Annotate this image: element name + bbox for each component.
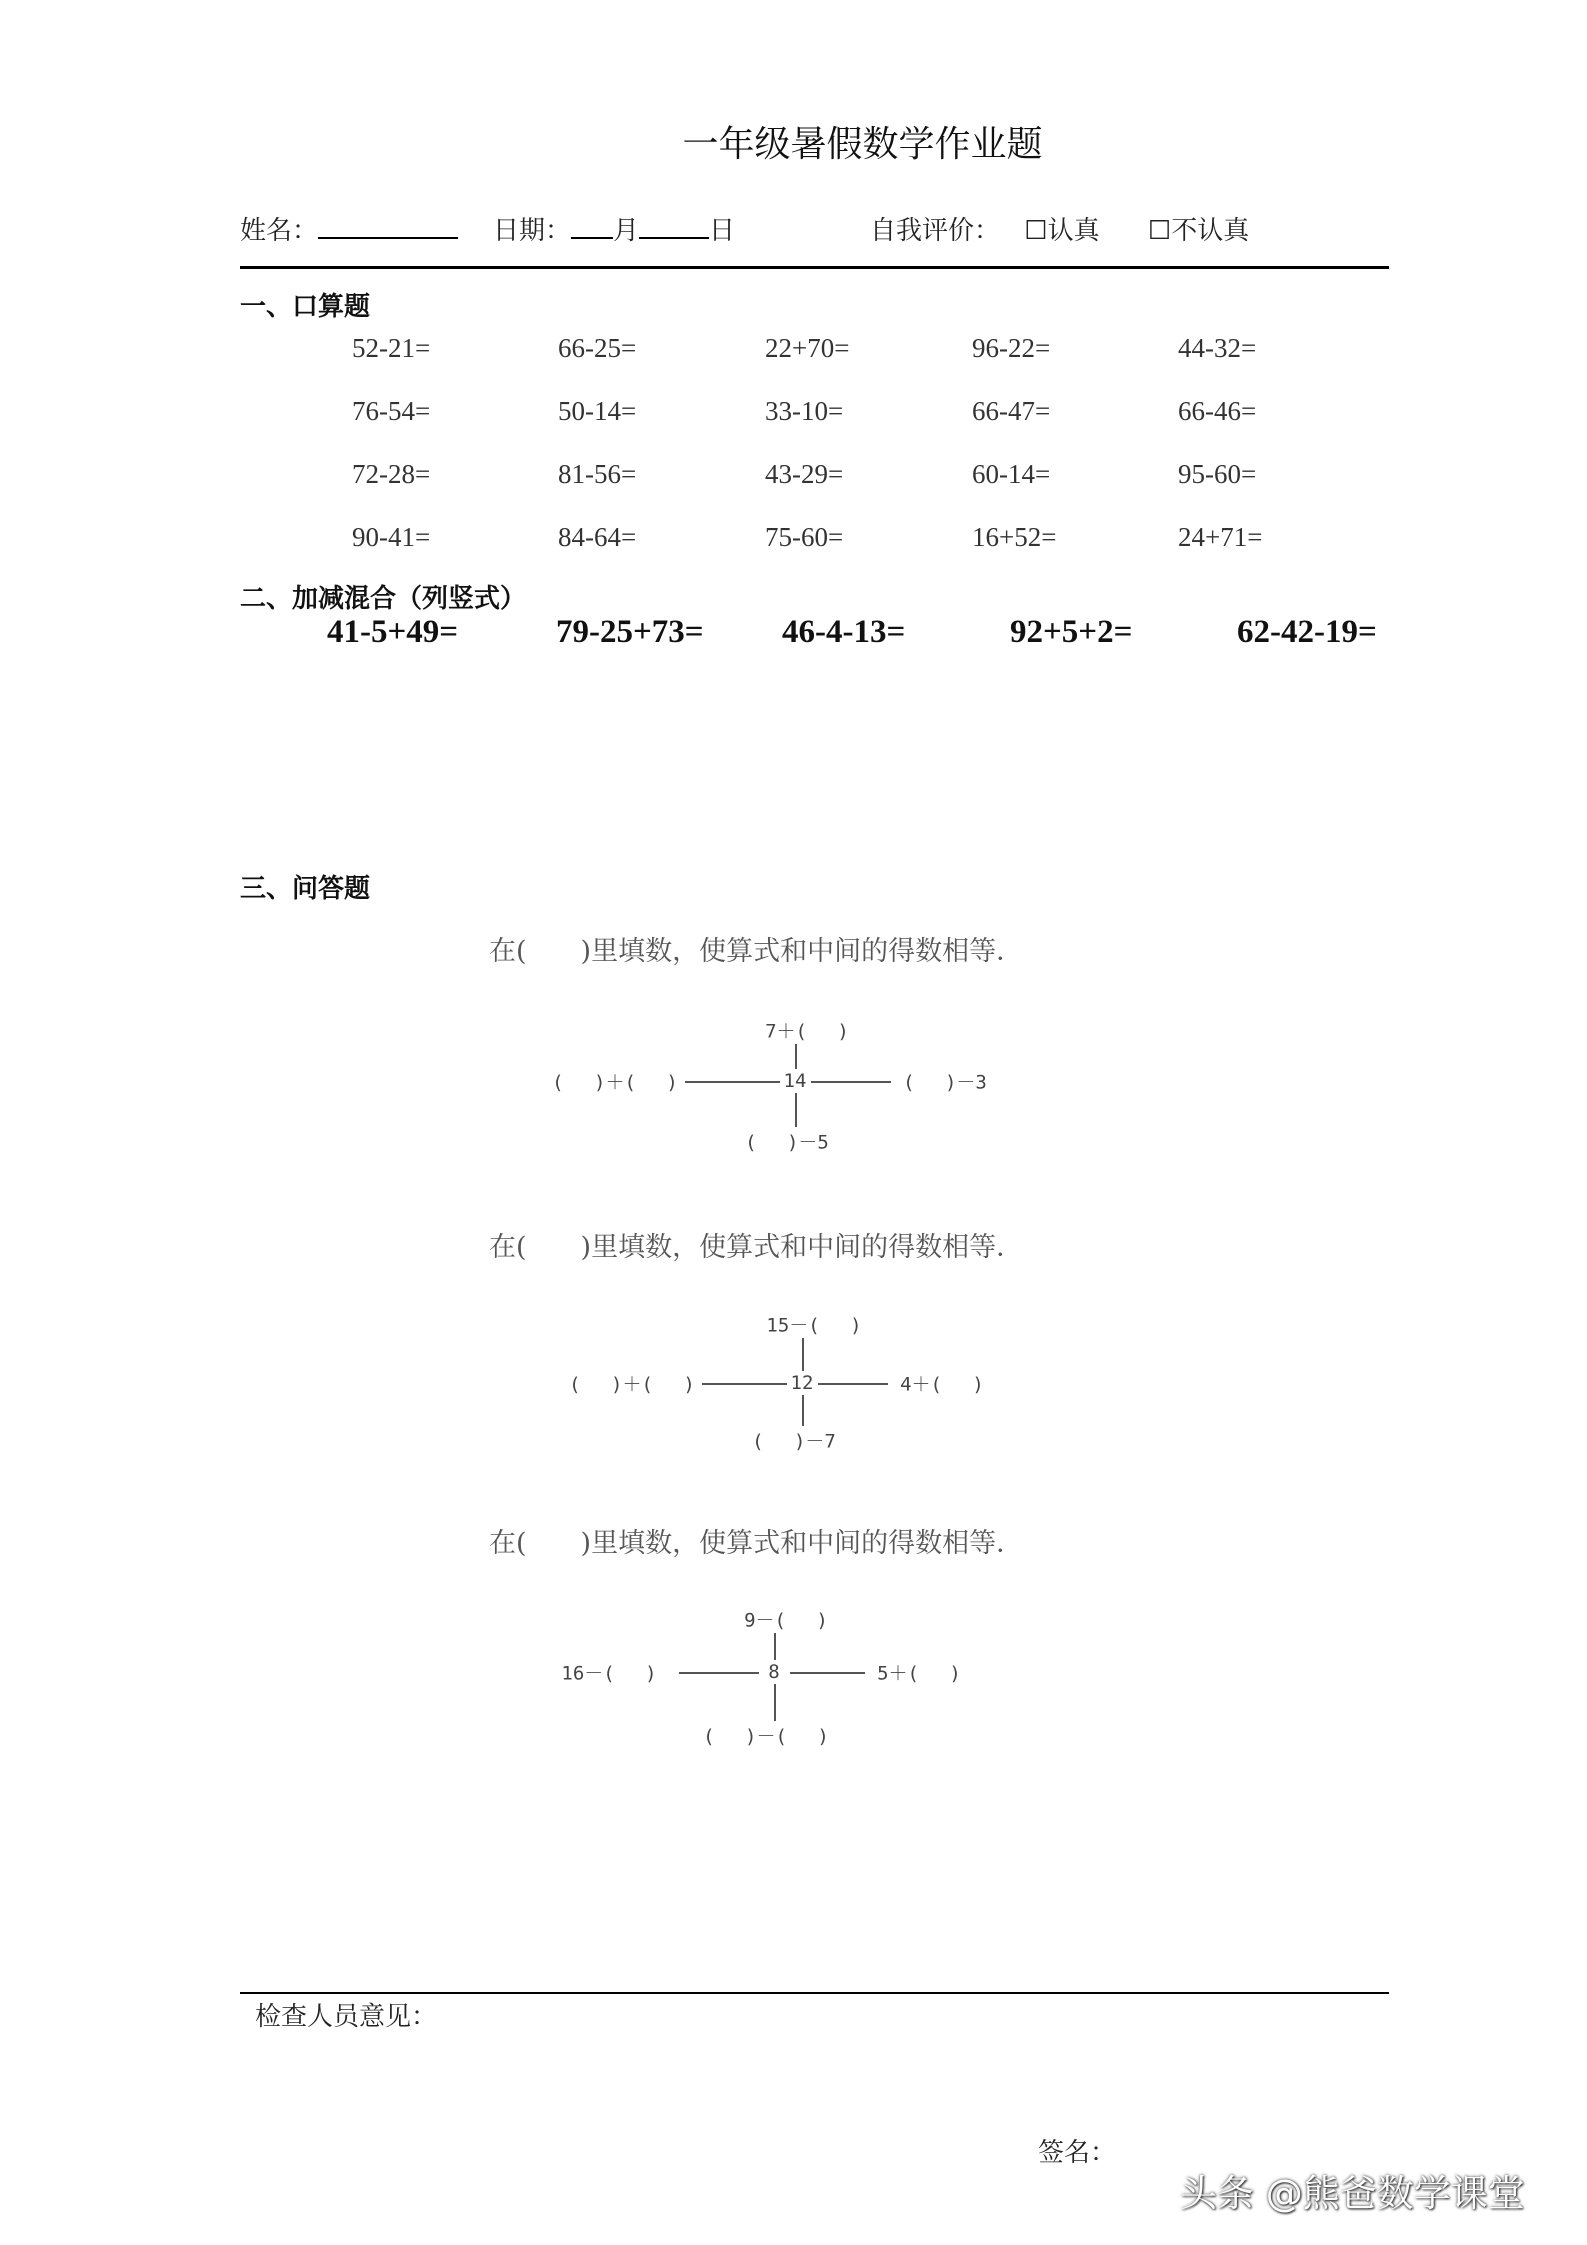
connector-line-top — [774, 1633, 776, 1660]
connector-line-top — [802, 1338, 804, 1371]
oral-problem: 90-41= — [352, 522, 431, 552]
name-field[interactable] — [240, 210, 458, 247]
month-blank[interactable] — [571, 213, 613, 239]
connector-line-right — [790, 1672, 865, 1674]
connector-line-left — [702, 1383, 787, 1385]
option-not-serious-label: 不认真 — [1171, 216, 1250, 246]
connector-line-left — [685, 1081, 780, 1083]
mixed-problem: 62-42-19= — [1237, 614, 1377, 650]
header-divider — [240, 266, 1389, 269]
oral-problem: 16+52= — [972, 522, 1057, 552]
right-expression: 4＋( ) — [900, 1373, 984, 1396]
connector-line-top — [795, 1044, 797, 1069]
oral-problem: 60-14= — [972, 459, 1051, 489]
option-serious-label: 认真 — [1047, 216, 1100, 246]
oral-problem: 96-22= — [972, 333, 1051, 363]
day-blank[interactable] — [639, 213, 709, 239]
checkbox-not-serious[interactable]: ☐不认真 — [1147, 216, 1250, 246]
mixed-problem: 79-25+73= — [556, 614, 704, 650]
month-label: 月 — [613, 216, 640, 246]
connector-line-bottom — [802, 1395, 804, 1426]
page-title: 一年级暑假数学作业题 — [682, 124, 1043, 165]
problem-instruction: 在( )里填数，使算式和中间的得数相等． — [489, 1528, 1024, 1559]
mixed-problem: 46-4-13= — [782, 614, 906, 650]
problem-instruction: 在( )里填数，使算式和中间的得数相等． — [489, 1232, 1024, 1263]
connector-line-bottom — [795, 1093, 797, 1127]
connector-line-right — [818, 1383, 888, 1385]
connector-line-left — [679, 1672, 759, 1674]
center-value: 14 — [783, 1070, 807, 1092]
signature-label: 签名： — [1038, 2138, 1117, 2168]
section1-heading: 一、口算题 — [240, 292, 371, 322]
oral-problem: 66-25= — [558, 333, 637, 363]
name-blank[interactable] — [318, 213, 458, 239]
connector-line-right — [811, 1081, 891, 1083]
mixed-problem: 92+5+2= — [1010, 614, 1133, 650]
center-value: 8 — [768, 1661, 780, 1683]
footer-divider — [240, 1992, 1389, 1994]
checkbox-serious[interactable]: ☐认真 — [1024, 216, 1100, 246]
oral-problem: 72-28= — [352, 459, 431, 489]
section2-heading: 二、加减混合（列竖式） — [240, 584, 527, 614]
oral-problem: 33-10= — [765, 396, 844, 426]
problem-instruction: 在( )里填数，使算式和中间的得数相等． — [489, 936, 1024, 967]
oral-problem: 66-47= — [972, 396, 1051, 426]
right-expression: ( )－3 — [903, 1071, 987, 1094]
oral-problem: 24+71= — [1178, 522, 1263, 552]
watermark: 头条 @熊爸数学课堂 — [1180, 2172, 1525, 2215]
top-expression: 7＋( ) — [765, 1020, 849, 1043]
oral-problem: 76-54= — [352, 396, 431, 426]
mixed-problem: 41-5+49= — [327, 614, 459, 650]
right-expression: 5＋( ) — [877, 1662, 961, 1685]
oral-problem: 43-29= — [765, 459, 844, 489]
self-evaluation — [870, 210, 1249, 247]
self-eval-label: 自我评价： — [870, 216, 1001, 246]
day-label: 日 — [709, 216, 736, 246]
oral-problem: 66-46= — [1178, 396, 1257, 426]
oral-problem: 75-60= — [765, 522, 844, 552]
inspector-label: 检查人员意见： — [255, 2002, 438, 2032]
bottom-expression: ( )－( ) — [703, 1725, 829, 1748]
center-value: 12 — [790, 1372, 814, 1394]
oral-problem: 95-60= — [1178, 459, 1257, 489]
bottom-expression: ( )－5 — [745, 1131, 829, 1154]
oral-problem: 44-32= — [1178, 333, 1257, 363]
oral-problem: 81-56= — [558, 459, 637, 489]
left-expression: ( )＋( ) — [552, 1071, 678, 1094]
left-expression: 16－( ) — [561, 1662, 657, 1685]
name-label: 姓名： — [240, 216, 319, 246]
oral-problem: 84-64= — [558, 522, 637, 552]
oral-problem: 22+70= — [765, 333, 850, 363]
connector-line-bottom — [774, 1684, 776, 1721]
top-expression: 9－( ) — [744, 1609, 828, 1632]
oral-problem: 50-14= — [558, 396, 637, 426]
bottom-expression: ( )－7 — [752, 1430, 836, 1453]
date-field[interactable] — [493, 210, 735, 247]
date-label: 日期： — [493, 216, 572, 246]
top-expression: 15－( ) — [766, 1314, 862, 1337]
left-expression: ( )＋( ) — [569, 1373, 695, 1396]
oral-problem: 52-21= — [352, 333, 431, 363]
section3-heading: 三、问答题 — [240, 874, 371, 904]
